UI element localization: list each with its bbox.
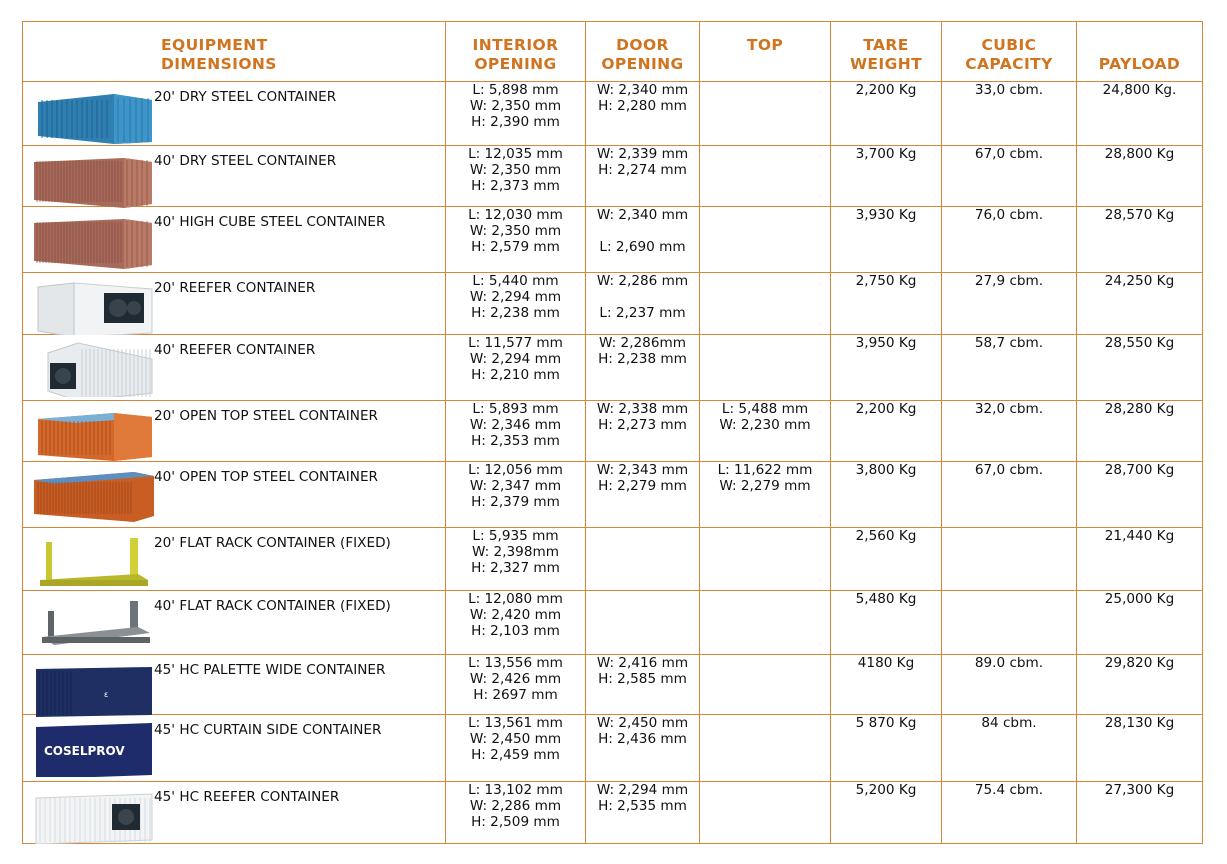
payload-cell	[1077, 715, 1203, 782]
payload-cell	[1077, 655, 1203, 715]
header-top: TOP	[700, 22, 831, 82]
cubic-capacity-cell	[942, 591, 1077, 655]
interior-line: L: 13,561 mm	[468, 715, 563, 731]
interior-opening-cell	[446, 146, 586, 207]
interior-line: W: 2,347 mm	[469, 478, 562, 494]
equipment-cell	[23, 591, 446, 655]
payload-value: 28,130 Kg	[1104, 715, 1175, 731]
tare-weight-value: 5 870 Kg	[855, 715, 917, 731]
tare-weight-value: 2,560 Kg	[855, 528, 917, 544]
door-line: H: 2,585 mm	[598, 671, 687, 687]
interior-opening-cell	[446, 82, 586, 146]
tare-weight-cell	[831, 715, 942, 782]
tare-weight-cell	[831, 82, 942, 146]
container-name: 20' DRY STEEL CONTAINER	[154, 89, 337, 105]
interior-line: L: 5,935 mm	[472, 528, 559, 544]
payload-cell	[1077, 335, 1203, 401]
cubic-capacity-cell	[942, 82, 1077, 146]
door-line: W: 2,340 mm	[596, 207, 689, 223]
interior-line: L: 11,577 mm	[468, 335, 563, 351]
tare-weight-cell	[831, 655, 942, 715]
equipment-cell	[23, 207, 446, 273]
interior-line: H: 2,327 mm	[471, 560, 560, 576]
door-opening-cell	[586, 273, 700, 335]
container-logo-text: COSELPROV	[44, 744, 125, 758]
door-line: W: 2,339 mm	[596, 146, 689, 162]
equipment-cell	[23, 82, 446, 146]
door-line: W: 2,286 mm	[596, 273, 689, 289]
door-line: L: 2,690 mm	[599, 239, 686, 255]
cubic-capacity-value: 84 cbm.	[981, 715, 1037, 731]
tare-weight-cell	[831, 782, 942, 844]
payload-value: 28,550 Kg	[1104, 335, 1175, 351]
interior-line: H: 2,238 mm	[471, 305, 560, 321]
header-interior-opening: INTERIOR OPENING	[446, 22, 586, 82]
door-line: H: 2,535 mm	[598, 798, 687, 814]
cubic-capacity-value: 76,0 cbm.	[974, 207, 1044, 223]
container-name: 40' REEFER CONTAINER	[154, 342, 316, 358]
tare-weight-cell	[831, 335, 942, 401]
cubic-capacity-value: 58,7 cbm.	[974, 335, 1044, 351]
cubic-capacity-cell	[942, 146, 1077, 207]
interior-line: H: 2,373 mm	[471, 178, 560, 194]
payload-cell	[1077, 462, 1203, 528]
table-row	[23, 273, 1203, 335]
cubic-capacity-cell	[942, 655, 1077, 715]
cubic-capacity-cell	[942, 782, 1077, 844]
equipment-cell	[23, 782, 446, 844]
cubic-capacity-cell	[942, 462, 1077, 528]
table-row	[23, 146, 1203, 207]
door-opening-cell	[586, 528, 700, 591]
top-cell	[700, 273, 831, 335]
equipment-cell	[23, 655, 446, 715]
payload-cell	[1077, 401, 1203, 462]
container-name: 20' OPEN TOP STEEL CONTAINER	[154, 408, 378, 424]
interior-line: H: 2,210 mm	[471, 367, 560, 383]
interior-line: W: 2,350 mm	[469, 162, 562, 178]
top-cell	[700, 782, 831, 844]
container-image	[34, 788, 154, 844]
door-line: H: 2,436 mm	[598, 731, 687, 747]
tare-weight-value: 5,480 Kg	[855, 591, 917, 607]
door-opening-cell	[586, 591, 700, 655]
top-cell	[700, 401, 831, 462]
cubic-capacity-cell	[942, 528, 1077, 591]
interior-line: W: 2,294 mm	[469, 351, 562, 367]
top-cell	[700, 528, 831, 591]
container-image	[34, 721, 154, 777]
door-opening-cell	[586, 655, 700, 715]
header-door-opening: DOOR OPENING	[586, 22, 700, 82]
payload-value: 25,000 Kg	[1104, 591, 1175, 607]
container-name: 40' DRY STEEL CONTAINER	[154, 153, 337, 169]
tare-weight-value: 3,950 Kg	[855, 335, 917, 351]
tare-weight-cell	[831, 146, 942, 207]
equipment-cell	[23, 146, 446, 207]
payload-value: 28,700 Kg	[1104, 462, 1175, 478]
container-name: 45' HC PALETTE WIDE CONTAINER	[154, 662, 386, 678]
container-image	[34, 597, 154, 653]
door-opening-cell	[586, 462, 700, 528]
interior-opening-cell	[446, 207, 586, 273]
door-line: W: 2,340 mm	[596, 82, 689, 98]
header-row	[23, 22, 1203, 82]
table-row	[23, 655, 1203, 715]
payload-value: 29,820 Kg	[1104, 655, 1175, 671]
container-name: 45' HC REEFER CONTAINER	[154, 789, 340, 805]
interior-line: L: 5,440 mm	[472, 273, 559, 289]
container-image	[34, 661, 154, 717]
interior-line: L: 12,080 mm	[468, 591, 563, 607]
door-line: W: 2,343 mm	[596, 462, 689, 478]
interior-line: H: 2,579 mm	[471, 239, 560, 255]
interior-line: L: 13,556 mm	[468, 655, 563, 671]
tare-weight-value: 2,200 Kg	[855, 401, 917, 417]
top-cell	[700, 146, 831, 207]
interior-line: H: 2,509 mm	[471, 814, 560, 830]
container-image	[34, 407, 154, 463]
interior-opening-cell	[446, 528, 586, 591]
cubic-capacity-cell	[942, 401, 1077, 462]
interior-line: L: 5,893 mm	[472, 401, 559, 417]
interior-line: W: 2,286 mm	[469, 798, 562, 814]
container-image	[34, 88, 154, 144]
table-row	[23, 782, 1203, 844]
interior-line: L: 13,102 mm	[468, 782, 563, 798]
header-tare-weight: TARE WEIGHT	[831, 22, 942, 82]
door-line: W: 2,450 mm	[596, 715, 689, 731]
door-line: W: 2,294 mm	[596, 782, 689, 798]
payload-cell	[1077, 146, 1203, 207]
tare-weight-value: 4180 Kg	[857, 655, 915, 671]
equipment-cell	[23, 528, 446, 591]
door-line: H: 2,280 mm	[598, 98, 687, 114]
interior-line: W: 2,450 mm	[469, 731, 562, 747]
door-line: H: 2,273 mm	[598, 417, 687, 433]
tare-weight-value: 3,930 Kg	[855, 207, 917, 223]
top-cell	[700, 82, 831, 146]
container-image	[34, 468, 154, 524]
container-image	[34, 213, 154, 269]
door-opening-cell	[586, 207, 700, 273]
door-line: H: 2,238 mm	[598, 351, 687, 367]
door-opening-cell	[586, 715, 700, 782]
interior-opening-cell	[446, 782, 586, 844]
top-line: W: 2,230 mm	[719, 417, 811, 433]
interior-line: L: 5,898 mm	[472, 82, 559, 98]
table-row	[23, 401, 1203, 462]
tare-weight-value: 5,200 Kg	[855, 782, 917, 798]
equipment-cell	[23, 401, 446, 462]
interior-opening-cell	[446, 715, 586, 782]
interior-line: W: 2,350 mm	[469, 223, 562, 239]
header-cubic-capacity: CUBIC CAPACITY	[942, 22, 1077, 82]
interior-opening-cell	[446, 401, 586, 462]
payload-value: 24,800 Kg.	[1102, 82, 1177, 98]
tare-weight-value: 2,200 Kg	[855, 82, 917, 98]
cubic-capacity-cell	[942, 715, 1077, 782]
equipment-cell	[23, 715, 446, 782]
payload-cell	[1077, 782, 1203, 844]
container-name: 40' HIGH CUBE STEEL CONTAINER	[154, 214, 386, 230]
payload-cell	[1077, 82, 1203, 146]
door-line: W: 2,338 mm	[596, 401, 689, 417]
tare-weight-cell	[831, 591, 942, 655]
tare-weight-cell	[831, 207, 942, 273]
interior-line: W: 2,398mm	[472, 544, 559, 560]
cubic-capacity-cell	[942, 273, 1077, 335]
cubic-capacity-value: 32,0 cbm.	[974, 401, 1044, 417]
equipment-cell	[23, 462, 446, 528]
cubic-capacity-cell	[942, 207, 1077, 273]
container-name: 20' REEFER CONTAINER	[154, 280, 316, 296]
cubic-capacity-value: 67,0 cbm.	[974, 146, 1044, 162]
tare-weight-cell	[831, 273, 942, 335]
interior-line: L: 12,056 mm	[468, 462, 563, 478]
interior-line: H: 2,379 mm	[471, 494, 560, 510]
top-line: L: 5,488 mm	[721, 401, 809, 417]
container-name: 40' FLAT RACK CONTAINER (FIXED)	[154, 598, 391, 614]
container-spec-table	[22, 21, 1203, 844]
cubic-capacity-value: 67,0 cbm.	[974, 462, 1044, 478]
door-opening-cell	[586, 82, 700, 146]
table-row	[23, 715, 1203, 782]
top-cell	[700, 591, 831, 655]
payload-value: 21,440 Kg	[1104, 528, 1175, 544]
tare-weight-cell	[831, 401, 942, 462]
interior-line: W: 2,420 mm	[469, 607, 562, 623]
table-row	[23, 335, 1203, 401]
payload-value: 28,800 Kg	[1104, 146, 1175, 162]
equipment-cell	[23, 335, 446, 401]
door-opening-cell	[586, 782, 700, 844]
door-opening-cell	[586, 335, 700, 401]
cubic-capacity-value: 89.0 cbm.	[974, 655, 1044, 671]
interior-line: L: 12,035 mm	[468, 146, 563, 162]
container-image	[34, 279, 154, 335]
payload-value: 27,300 Kg	[1104, 782, 1175, 798]
door-opening-cell	[586, 401, 700, 462]
door-line: W: 2,286mm	[599, 335, 686, 351]
cubic-capacity-value: 33,0 cbm.	[974, 82, 1044, 98]
payload-cell	[1077, 273, 1203, 335]
cubic-capacity-cell	[942, 335, 1077, 401]
top-cell	[700, 462, 831, 528]
container-image	[34, 152, 154, 208]
top-cell	[700, 335, 831, 401]
door-line: W: 2,416 mm	[596, 655, 689, 671]
interior-line: H: 2,103 mm	[471, 623, 560, 639]
interior-line: W: 2,350 mm	[469, 98, 562, 114]
payload-value: 28,570 Kg	[1104, 207, 1175, 223]
interior-line: H: 2,459 mm	[471, 747, 560, 763]
top-line: L: 11,622 mm	[717, 462, 813, 478]
top-line: W: 2,279 mm	[719, 478, 811, 494]
table-row	[23, 591, 1203, 655]
container-image	[34, 341, 154, 397]
top-cell	[700, 655, 831, 715]
table-row	[23, 528, 1203, 591]
header-equipment-dimensions: EQUIPMENT DIMENSIONS	[23, 22, 446, 82]
interior-opening-cell	[446, 335, 586, 401]
tare-weight-cell	[831, 462, 942, 528]
tare-weight-value: 3,800 Kg	[855, 462, 917, 478]
cubic-capacity-value: 75.4 cbm.	[974, 782, 1044, 798]
interior-line: W: 2,426 mm	[469, 671, 562, 687]
container-image	[34, 534, 154, 590]
interior-opening-cell	[446, 462, 586, 528]
container-name: 40' OPEN TOP STEEL CONTAINER	[154, 469, 378, 485]
payload-value: 24,250 Kg	[1104, 273, 1175, 289]
top-cell	[700, 715, 831, 782]
interior-opening-cell	[446, 655, 586, 715]
door-opening-cell	[586, 146, 700, 207]
table-row	[23, 82, 1203, 146]
tare-weight-cell	[831, 528, 942, 591]
svg-text:ɛ: ɛ	[104, 690, 109, 699]
interior-line: H: 2697 mm	[473, 687, 558, 703]
table-row	[23, 207, 1203, 273]
payload-cell	[1077, 591, 1203, 655]
top-cell	[700, 207, 831, 273]
payload-cell	[1077, 528, 1203, 591]
tare-weight-value: 2,750 Kg	[855, 273, 917, 289]
interior-line: W: 2,294 mm	[469, 289, 562, 305]
interior-line: H: 2,390 mm	[471, 114, 560, 130]
header-payload: PAYLOAD	[1077, 22, 1203, 82]
container-name: 20' FLAT RACK CONTAINER (FIXED)	[154, 535, 391, 551]
cubic-capacity-value: 27,9 cbm.	[974, 273, 1044, 289]
interior-opening-cell	[446, 273, 586, 335]
interior-opening-cell	[446, 591, 586, 655]
payload-value: 28,280 Kg	[1104, 401, 1175, 417]
door-line: H: 2,279 mm	[598, 478, 687, 494]
interior-line: L: 12,030 mm	[468, 207, 563, 223]
payload-cell	[1077, 207, 1203, 273]
container-name: 45' HC CURTAIN SIDE CONTAINER	[154, 722, 382, 738]
door-line: H: 2,274 mm	[598, 162, 687, 178]
equipment-cell	[23, 273, 446, 335]
interior-line: H: 2,353 mm	[471, 433, 560, 449]
door-line: L: 2,237 mm	[599, 305, 686, 321]
table-row	[23, 462, 1203, 528]
tare-weight-value: 3,700 Kg	[855, 146, 917, 162]
interior-line: W: 2,346 mm	[469, 417, 562, 433]
